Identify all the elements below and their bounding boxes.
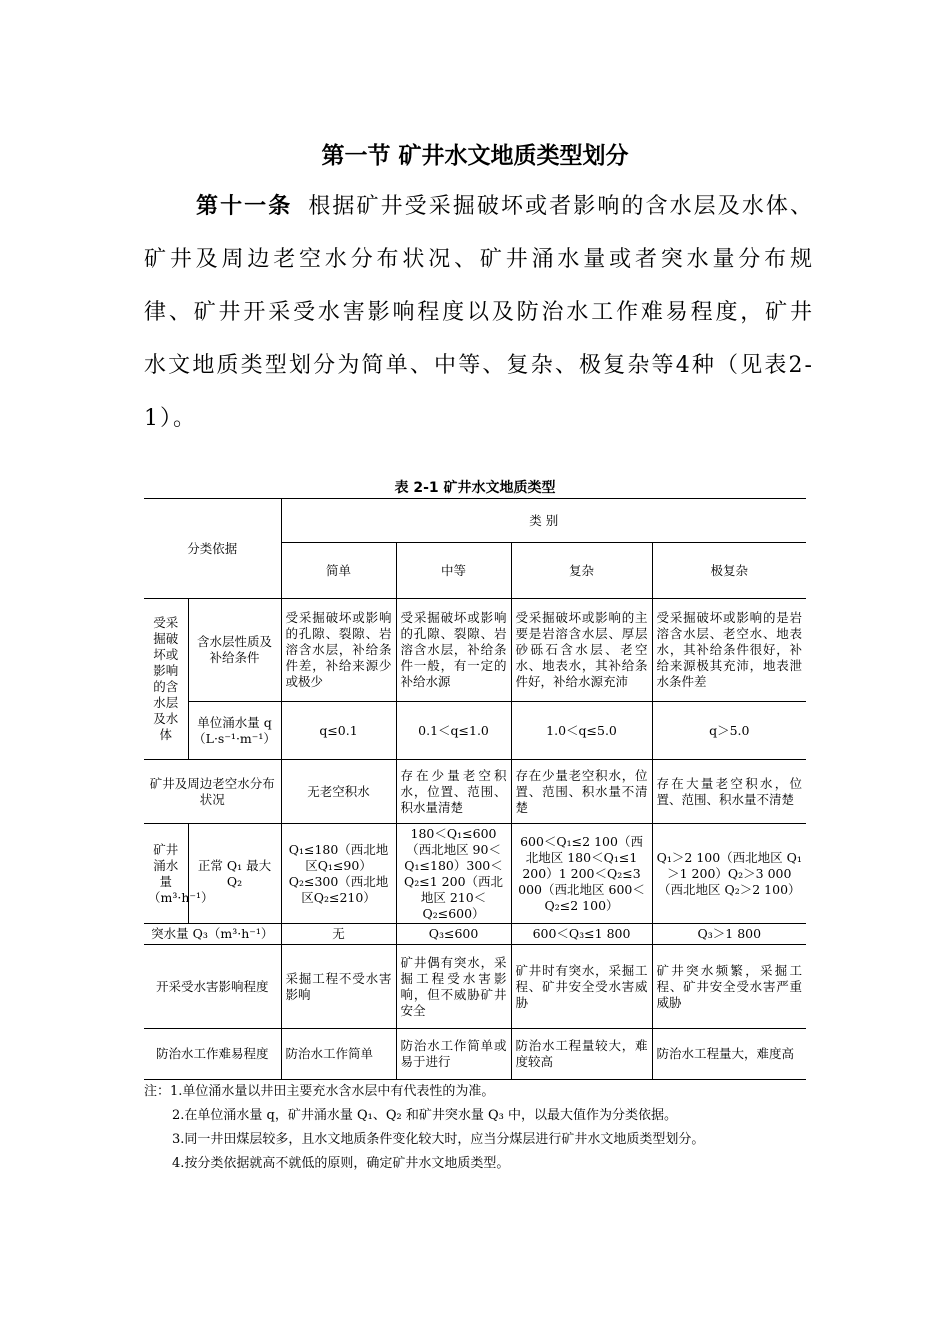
row-label-hazard: 开采受水害影响程度 [144,945,281,1029]
group-inflow: 矿井涌水量（m³·h⁻¹） [144,824,188,924]
header-type-complex: 复杂 [511,543,652,599]
row-label-aquifer: 含水层性质及补给条件 [188,599,281,702]
row-label-burst-inflow: 突水量 Q₃（m³·h⁻¹） [144,924,281,945]
note-1: 注：1.单位涌水量以井田主要充水含水层中有代表性的为准。 [144,1084,495,1099]
cell-old-workings-simple: 无老空积水 [281,760,396,824]
cell-prevention-complex: 防治水工程量较大，难度较高 [511,1029,652,1080]
classification-table [144,498,806,1080]
cell-unit-inflow-very-complex: q＞5.0 [652,702,806,760]
cell-mine-inflow-complex: 600＜Q₁≤2 100（西北地区 180＜Q₁≤1 200）1 200＜Q₂≤3 000（西北地区 600＜Q₂≤2 100） [511,824,652,924]
article-label: 第十一条 [196,194,293,219]
row-label-prevention: 防治水工作难易程度 [144,1029,281,1080]
cell-mine-inflow-medium: 180＜Q₁≤600（西北地区 90＜Q₁≤180）300＜Q₂≤1 200（西北地区 210＜Q₂≤600） [396,824,511,924]
table-row [144,824,806,924]
section-title: 第一节 矿井水文地质类型划分 [321,143,629,169]
cell-old-workings-very-complex: 存在大量老空积水，位置、范围、积水量不清楚 [652,760,806,824]
table-notes [144,1080,824,1176]
table-row [144,1029,806,1080]
cell-aquifer-medium: 受采掘破坏或影响的孔隙、裂隙、岩溶含水层，补给条件一般，有一定的补给水源 [396,599,511,702]
header-type-medium: 中等 [396,543,511,599]
cell-hazard-simple: 采掘工程不受水害影响 [281,945,396,1029]
header-type-very-complex: 极复杂 [652,543,806,599]
cell-hazard-complex: 矿井时有突水，采掘工程、矿井安全受水害威胁 [511,945,652,1029]
table-row [144,760,806,824]
cell-mine-inflow-very-complex: Q₁＞2 100（西北地区 Q₁＞1 200）Q₂＞3 000（西北地区 Q₂＞2 100） [652,824,806,924]
note-3: 3.同一井田煤层较多，且水文地质条件变化较大时，应当分煤层进行矿井水文地质类型划分。 [172,1132,705,1147]
cell-prevention-medium: 防治水工作简单或易于进行 [396,1029,511,1080]
table-row [144,945,806,1029]
table-row [144,599,806,702]
cell-hazard-medium: 矿井偶有突水，采掘工程受水害影响，但不威胁矿井安全 [396,945,511,1029]
article-text: 根据矿井受采掘破坏或者影响的含水层及水体、矿井及周边老空水分布状况、矿井涌水量或者突水量分布规律、矿井开采受水害影响程度以及防治水工作难易程度，矿井水文地质类型划分为简单、中等、复杂、极复杂等4种（见表2-1）。 [144,194,814,431]
table-caption: 表 2-1 矿井水文地质类型 [394,480,556,496]
note-2: 2.在单位涌水量 q，矿井涌水量 Q₁、Q₂ 和矿井突水量 Q₃ 中，以最大值作为分类依据。 [172,1108,677,1123]
cell-unit-inflow-medium: 0.1＜q≤1.0 [396,702,511,760]
row-label-old-workings: 矿井及周边老空水分布状况 [144,760,281,824]
cell-prevention-very-complex: 防治水工程量大，难度高 [652,1029,806,1080]
table-row [144,702,806,760]
cell-burst-inflow-simple: 无 [281,924,396,945]
cell-burst-inflow-complex: 600＜Q₃≤1 800 [511,924,652,945]
cell-prevention-simple: 防治水工作简单 [281,1029,396,1080]
cell-unit-inflow-complex: 1.0＜q≤5.0 [511,702,652,760]
cell-old-workings-medium: 存在少量老空积水，位置、范围、积水量清楚 [396,760,511,824]
cell-aquifer-simple: 受采掘破坏或影响的孔隙、裂隙、岩溶含水层，补给条件差，补给来源少或极少 [281,599,396,702]
note-4: 4.按分类依据就高不就低的原则，确定矿井水文地质类型。 [172,1156,510,1171]
header-category: 类 别 [281,499,806,543]
table-header-row [144,499,806,543]
cell-hazard-very-complex: 矿井突水频繁，采掘工程、矿井安全受水害严重威胁 [652,945,806,1029]
row-label-unit-inflow: 单位涌水量 q（L·s⁻¹·m⁻¹） [188,702,281,760]
table-row [144,924,806,945]
row-label-mine-inflow: 正常 Q₁ 最大 Q₂ [188,824,281,924]
cell-burst-inflow-medium: Q₃≤600 [396,924,511,945]
cell-burst-inflow-very-complex: Q₃＞1 800 [652,924,806,945]
header-basis: 分类依据 [144,499,281,599]
group-aquifer: 受采掘破坏或影响的含水层及水体 [144,599,188,760]
header-type-simple: 简单 [281,543,396,599]
cell-aquifer-very-complex: 受采掘破坏或影响的是岩溶含水层、老空水、地表水，其补给条件很好，补给来源极其充沛，地表泄水条件差 [652,599,806,702]
article-paragraph [144,180,814,445]
cell-unit-inflow-simple: q≤0.1 [281,702,396,760]
cell-old-workings-complex: 存在少量老空积水，位置、范围、积水量不清楚 [511,760,652,824]
cell-aquifer-complex: 受采掘破坏或影响的主要是岩溶含水层、厚层砂砾石含水层、老空水、地表水，其补给条件好，补给水源充沛 [511,599,652,702]
cell-mine-inflow-simple: Q₁≤180（西北地区Q₁≤90）Q₂≤300（西北地区Q₂≤210） [281,824,396,924]
